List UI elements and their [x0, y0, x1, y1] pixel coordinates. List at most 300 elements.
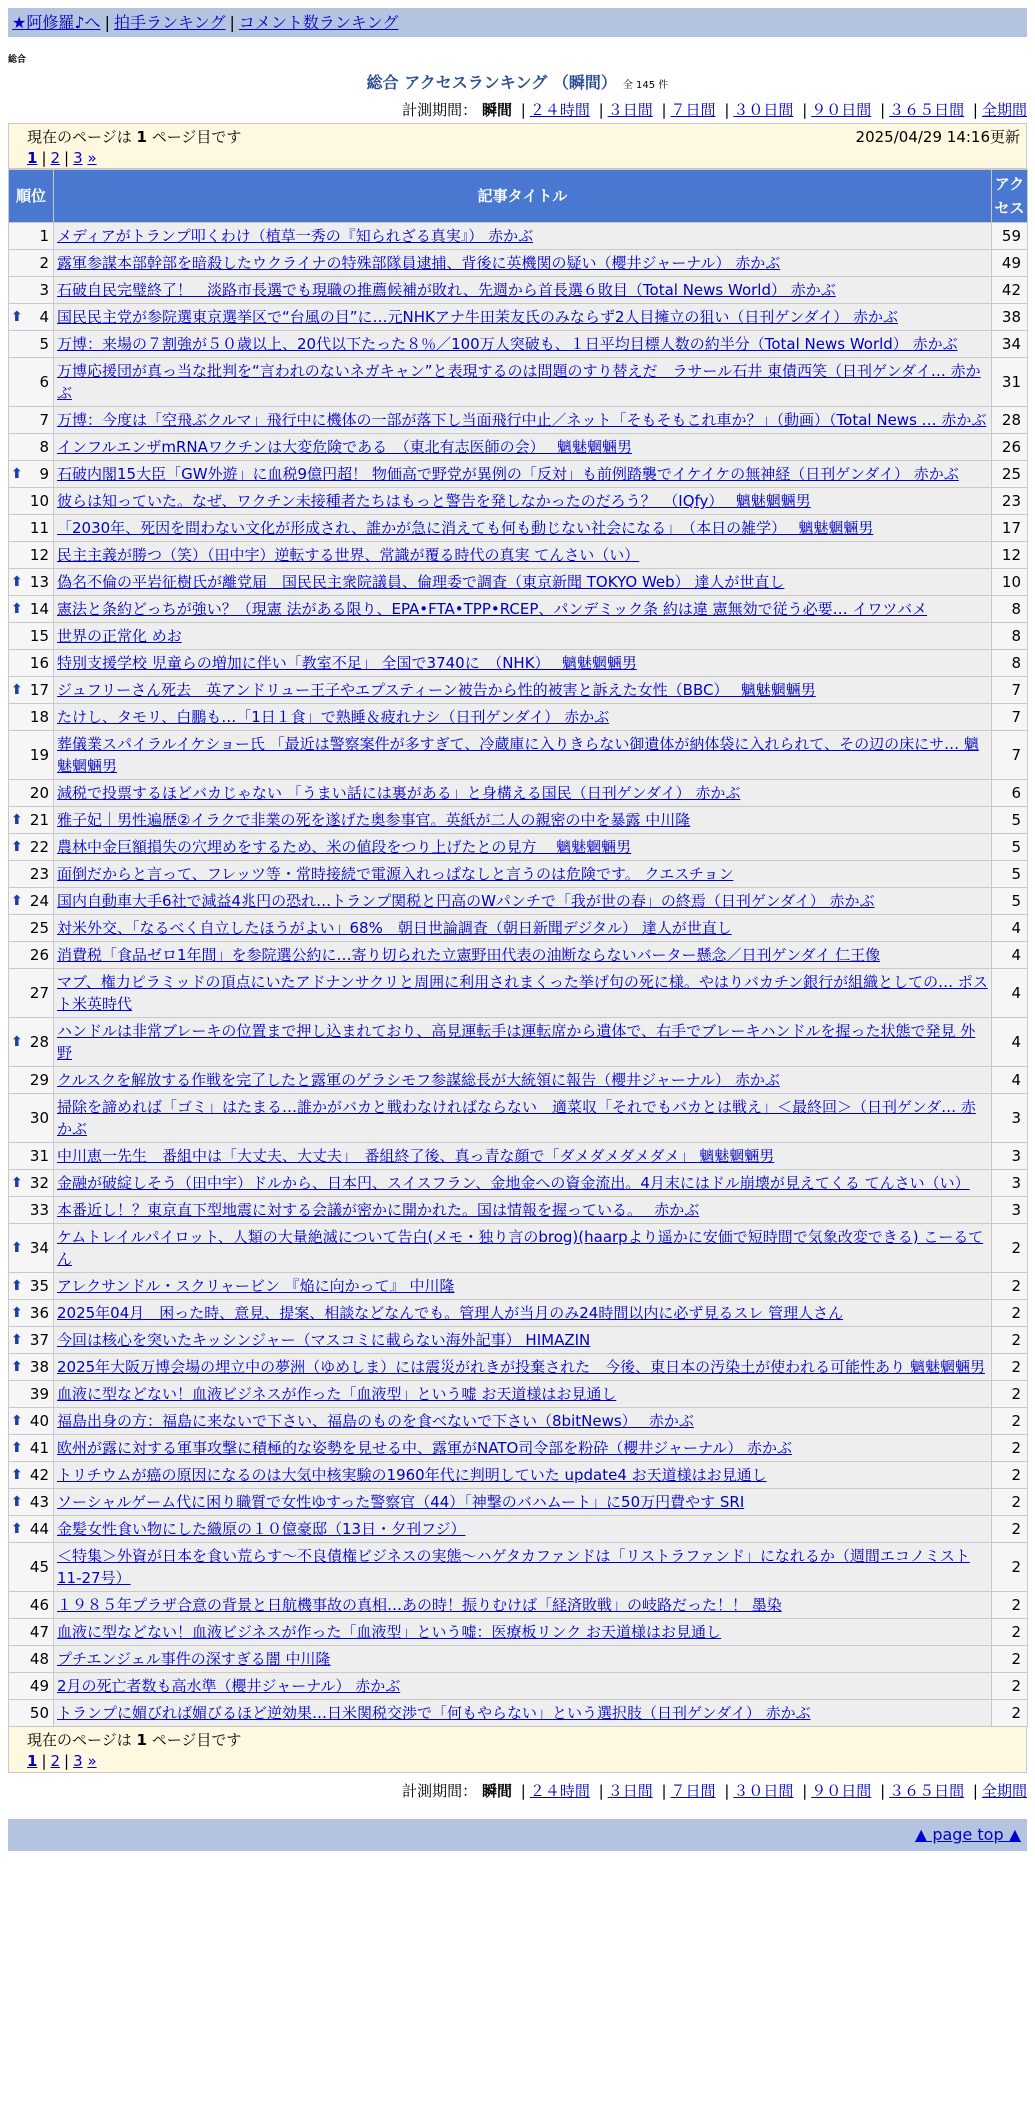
article-link[interactable]: 露軍参謀本部幹部を暗殺したウクライナの特殊部隊員逮捕、背後に英機関の疑い（櫻井ジャーナル） 赤かぶ — [57, 254, 781, 272]
table-row — [9, 1327, 1028, 1354]
table-row — [9, 358, 1028, 407]
article-link[interactable]: クルスクを解放する作戦を完了したと露軍のゲラシモフ参謀総長が大統領に報告（櫻井ジャーナル） 赤かぶ — [57, 1071, 780, 1089]
access-count: 3 — [992, 1197, 1028, 1224]
table-row — [9, 861, 1028, 888]
rank-cell — [9, 488, 54, 515]
period-link-all-bottom[interactable]: 全期間 — [981, 1782, 1027, 1800]
rank-number: 8 — [39, 438, 49, 456]
rank-number: 6 — [39, 373, 49, 391]
article-link[interactable]: たけし、タモリ、白鵬も…「1日１食」で熟睡＆疲れナシ（日刊ゲンダイ） 赤かぶ — [57, 708, 610, 726]
rank-number: 15 — [29, 627, 49, 645]
article-link[interactable]: 憲法と条約どっちが強い？（現憲 法がある限り、EPA•FTA•TPP•RCEP、パンデミック条 約は違 憲無効で従う必要… イワツバメ — [57, 600, 928, 618]
header-title: 記事タイトル — [54, 170, 992, 223]
period-link-30d[interactable]: ３０日間 — [733, 101, 794, 119]
article-link[interactable]: 彼らは知っていた。なぜ、ワクチン未接種者たちはもっと警告を発しなかったのだろう？ （IQfy） 魑魅魍魎男 — [57, 492, 811, 510]
title-cell — [54, 834, 992, 861]
rank-cell — [9, 331, 54, 358]
article-link[interactable]: 消費税「食品ゼロ1年間」を参院選公約に…寄り切られた立憲野田代表の油断ならないバーター懸念／日刊ゲンダイ 仁王像 — [57, 946, 881, 964]
rank-number: 24 — [29, 892, 49, 910]
table-row — [9, 596, 1028, 623]
up-arrow-icon: ⬆ — [11, 1413, 23, 1429]
access-count: 2 — [992, 1224, 1028, 1273]
access-count: 4 — [992, 942, 1028, 969]
rank-number: 14 — [29, 600, 49, 618]
title-cell — [54, 677, 992, 704]
access-count: 49 — [992, 250, 1028, 277]
table-row — [9, 1435, 1028, 1462]
up-arrow-icon: ⬆ — [11, 839, 23, 855]
period-link-90d[interactable]: ９０日間 — [811, 101, 872, 119]
access-count: 17 — [992, 515, 1028, 542]
rank-cell — [9, 277, 54, 304]
up-arrow-icon: ⬆ — [11, 1240, 23, 1256]
article-link[interactable]: 今回は核心を突いたキッシンジャー（マスコミに載らない海外記事） HIMAZIN — [57, 1331, 591, 1349]
article-link[interactable]: 欧州が露に対する軍事攻撃に積極的な姿勢を見せる中、露軍がNATO司令部を粉砕（櫻井ジャーナル） 赤かぶ — [57, 1439, 793, 1457]
rank-number: 27 — [29, 984, 49, 1002]
article-link[interactable]: 福島出身の方：福島に来ないで下さい、福島のものを食べないで下さい（8bitNews） 赤かぶ — [57, 1412, 694, 1430]
rank-cell — [9, 1592, 54, 1619]
table-row — [9, 1592, 1028, 1619]
page-link-1[interactable]: 1 — [27, 149, 38, 167]
category-label: 総合 — [8, 55, 27, 65]
article-link[interactable]: 血液に型などない！血液ビジネスが作った「血液型」という嘘 お天道様はお見通し — [57, 1385, 617, 1403]
rank-cell — [9, 358, 54, 407]
page-top-link[interactable]: ▲ page top ▲ — [914, 1825, 1021, 1844]
access-count: 4 — [992, 1018, 1028, 1067]
access-count: 2 — [992, 1381, 1028, 1408]
table-row — [9, 834, 1028, 861]
access-count: 38 — [992, 304, 1028, 331]
article-link[interactable]: トリチウムが癌の原因になるのは大気中核実験の1960年代に判明していた update4 お天道様はお見通し — [57, 1466, 767, 1484]
table-row — [9, 1094, 1028, 1143]
rank-number: 41 — [29, 1439, 49, 1457]
article-link[interactable]: 石破内閣15大臣「GW外遊」に血税9億円超！ 物価高で野党が異例の「反対」も前例踏襲でイケイケの無神経（日刊ゲンダイ） 赤かぶ — [57, 465, 959, 483]
title-cell — [54, 1018, 992, 1067]
title-cell — [54, 1273, 992, 1300]
title-cell — [54, 461, 992, 488]
title-cell — [54, 942, 992, 969]
pager-bottom: 現在のページは 1 ページ目です 1 | 2 | 3 » — [8, 1727, 1027, 1773]
title-cell — [54, 1462, 992, 1489]
table-row — [9, 1673, 1028, 1700]
table-row — [9, 1197, 1028, 1224]
rank-number: 4 — [39, 308, 49, 326]
home-link[interactable]: ★阿修羅♪へ — [12, 13, 101, 32]
up-arrow-icon: ⬆ — [11, 1175, 23, 1191]
table-row — [9, 304, 1028, 331]
article-link[interactable]: 万博応援団が真っ当な批判を“言われのないネガキャン”と表現するのは問題のすり替えだ ラサール石井 東債西笑（日刊ゲンダイ… 赤かぶ — [57, 362, 981, 402]
article-link[interactable]: 金融が破綻しそう（田中宇）ドルから、日本円、スイスフラン、金地金への資金流出。4月末にはドル崩壊が見えてくる てんさい（い） — [57, 1174, 970, 1192]
table-row — [9, 1619, 1028, 1646]
table-row — [9, 969, 1028, 1018]
title-cell — [54, 1327, 992, 1354]
rank-cell — [9, 542, 54, 569]
rank-cell — [9, 915, 54, 942]
access-count: 10 — [992, 569, 1028, 596]
table-row — [9, 515, 1028, 542]
access-count: 42 — [992, 277, 1028, 304]
article-link[interactable]: 2月の死亡者数も高水準（櫻井ジャーナル） 赤かぶ — [57, 1677, 401, 1695]
rank-number: 22 — [29, 838, 49, 856]
rank-number: 12 — [29, 546, 49, 564]
rank-number: 30 — [29, 1109, 49, 1127]
title-cell — [54, 1646, 992, 1673]
title-cell — [54, 807, 992, 834]
rank-cell — [9, 1543, 54, 1592]
table-row — [9, 1516, 1028, 1543]
rank-cell — [9, 1673, 54, 1700]
article-link[interactable]: メディアがトランプ叩くわけ（植草一秀の『知られざる真実』） 赤かぶ — [57, 227, 534, 245]
period-link-7d[interactable]: ７日間 — [670, 101, 716, 119]
access-count: 2 — [992, 1273, 1028, 1300]
access-count: 5 — [992, 861, 1028, 888]
rank-cell — [9, 942, 54, 969]
table-row — [9, 888, 1028, 915]
title-cell — [54, 569, 992, 596]
up-arrow-icon: ⬆ — [11, 574, 23, 590]
article-link[interactable]: 農林中金巨額損失の穴埋めをするため、米の値段をつり上げたとの見方 魑魅魍魎男 — [57, 838, 632, 856]
article-link[interactable]: 本番近し！？東京直下型地震に対する会議が密かに開かれた。国は情報を握っている。 赤かぶ — [57, 1201, 700, 1219]
period-link-30d-bottom[interactable]: ３０日間 — [733, 1782, 794, 1800]
rank-cell — [9, 223, 54, 250]
access-count: 2 — [992, 1300, 1028, 1327]
rank-cell — [9, 1619, 54, 1646]
period-link-24h[interactable]: ２４時間 — [529, 101, 590, 119]
article-link[interactable]: 2025年04月 困った時、意見、提案、相談などなんでも。管理人が当月のみ24時間以内に必ず見るスレ 管理人さん — [57, 1304, 844, 1322]
title-cell — [54, 1067, 992, 1094]
table-row — [9, 623, 1028, 650]
article-link[interactable]: 「2030年、死因を問わない文化が形成され、誰かが急に消えても何も動じない社会になる」 （本日の雑学） 魑魅魍魎男 — [57, 519, 874, 537]
rank-number: 18 — [29, 708, 49, 726]
article-link[interactable]: 石破自民完璧終了！ 淡路市長選でも現職の推薦候補が敗れ、先週から首長選６敗目（Total News World） 赤かぶ — [57, 281, 836, 299]
title-cell — [54, 1408, 992, 1435]
rank-cell — [9, 650, 54, 677]
rank-cell — [9, 1197, 54, 1224]
rank-cell — [9, 623, 54, 650]
table-row — [9, 461, 1028, 488]
rank-cell — [9, 1067, 54, 1094]
period-link-24h-bottom[interactable]: ２４時間 — [529, 1782, 590, 1800]
rank-cell — [9, 1516, 54, 1543]
rank-number: 16 — [29, 654, 49, 672]
rank-number: 28 — [29, 1033, 49, 1051]
article-link[interactable]: 万博：来場の７割強が５０歳以上、20代以下たった８％／100万人突破も、１日平均目標人数の約半分（Total News World） 赤かぶ — [57, 335, 958, 353]
title-cell — [54, 731, 992, 780]
updated-timestamp: 2025/04/29 14:16更新 — [855, 128, 1020, 146]
table-row — [9, 915, 1028, 942]
table-row — [9, 277, 1028, 304]
article-link[interactable]: マブ、権力ピラミッドの頂点にいたアドナンサクリと周囲に利用されまくった挙げ句の死に様。やはりバカチン銀行が組織としての… ポスト米英時代 — [57, 973, 988, 1013]
rank-number: 21 — [29, 811, 49, 829]
rank-number: 3 — [39, 281, 49, 299]
item-count: 全 145 件 — [622, 80, 669, 91]
period-link-90d-bottom[interactable]: ９０日間 — [811, 1782, 872, 1800]
ranking-title-box — [8, 69, 1027, 97]
article-link[interactable]: 民主主義が勝つ（笑）（田中宇）逆転する世界、常識が覆る時代の真実 てんさい（い） — [57, 546, 640, 564]
rank-cell — [9, 1170, 54, 1197]
title-cell — [54, 331, 992, 358]
period-current: 瞬間 — [481, 101, 512, 119]
rank-number: 23 — [29, 865, 49, 883]
title-cell — [54, 223, 992, 250]
table-row — [9, 542, 1028, 569]
period-selector-top: 計測期間： 瞬間 | ２４時間 | ３日間 | ７日間 | ３０日間 | ９０日間 | ３６５日間 | 全期間 — [402, 101, 1027, 119]
title-cell — [54, 780, 992, 807]
title-cell — [54, 1435, 992, 1462]
article-link[interactable]: ケムトレイルパイロット、人類の大量絶滅について告白(メモ・独り言のbrog)(haarpより遥かに安価で短時間で気象改変できる) こーるてん — [57, 1228, 984, 1268]
rank-number: 7 — [39, 411, 49, 429]
table-row — [9, 704, 1028, 731]
up-arrow-icon: ⬆ — [11, 1467, 23, 1483]
article-link[interactable]: 国内自動車大手6社で減益4兆円の恐れ…トランプ関税と円高のWパンチで「我が世の春」の終焉（日刊ゲンダイ） 赤かぶ — [57, 892, 875, 910]
rank-number: 2 — [39, 254, 49, 272]
rank-number: 47 — [29, 1623, 49, 1641]
current-page-text: 現在のページは 1 ページ目です — [27, 128, 242, 146]
access-count: 25 — [992, 461, 1028, 488]
article-link[interactable]: 葬儀業スパイラルイケショー氏 「最近は警察案件が多すぎて、冷蔵庫に入りきらない御遺体が納体袋に入れられて、その辺の床にサ… 魑魅魍魎男 — [57, 735, 979, 775]
rank-number: 49 — [29, 1677, 49, 1695]
title-cell — [54, 1143, 992, 1170]
up-arrow-icon: ⬆ — [11, 1359, 23, 1375]
rank-cell — [9, 434, 54, 461]
access-count: 2 — [992, 1673, 1028, 1700]
next-page-link[interactable]: » — [87, 149, 97, 167]
article-link[interactable]: 2025年大阪万博会場の埋立中の夢洲（ゆめしま）には震災がれきが投棄された 今後、東日本の汚染土が使われる可能性あり 魑魅魍魎男 — [57, 1358, 985, 1376]
access-count: 2 — [992, 1435, 1028, 1462]
table-row — [9, 731, 1028, 780]
access-count: 6 — [992, 780, 1028, 807]
title-cell — [54, 1592, 992, 1619]
table-row — [9, 1224, 1028, 1273]
page-link-1-bottom[interactable]: 1 — [27, 1752, 38, 1770]
rank-number: 11 — [29, 519, 49, 537]
table-row — [9, 807, 1028, 834]
title-cell — [54, 596, 992, 623]
title-cell — [54, 1700, 992, 1727]
title-cell — [54, 1673, 992, 1700]
article-link[interactable]: ソーシャルゲーム代に困り職質で女性ゆすった警察官（44）「神撃のバハムート」に50万円費やす SRI — [57, 1493, 745, 1511]
period-link-365d[interactable]: ３６５日間 — [889, 101, 965, 119]
access-count: 5 — [992, 834, 1028, 861]
article-link[interactable]: ジュフリーさん死去 英アンドリュー王子やエプスティーン被告から性的被害と訴えた女性（BBC） 魑魅魍魎男 — [57, 681, 816, 699]
article-link[interactable]: １９８５年プラザ合意の背景と日航機事故の真相…あの時！振りむけば「経済敗戦」の岐路だった！！ 墨染 — [57, 1596, 782, 1614]
access-count: 2 — [992, 1592, 1028, 1619]
title-cell — [54, 623, 992, 650]
article-link[interactable]: 金髪女性食い物にした織原の１０億豪邸（13日・夕刊フジ） — [57, 1520, 466, 1538]
rank-number: 50 — [29, 1704, 49, 1722]
up-arrow-icon: ⬆ — [11, 1278, 23, 1294]
table-row — [9, 1700, 1028, 1727]
rank-number: 44 — [29, 1520, 49, 1538]
table-row — [9, 250, 1028, 277]
header-access: アクセス — [992, 170, 1028, 223]
title-cell — [54, 1300, 992, 1327]
up-arrow-icon: ⬆ — [11, 601, 23, 617]
title-cell — [54, 888, 992, 915]
rank-cell — [9, 569, 54, 596]
article-link[interactable]: 面倒だからと言って、フレッツ等・常時接続で電源入れっぱなしと言うのは危険です。 クエスチョン — [57, 865, 734, 883]
article-link[interactable]: 減税で投票するほどバカじゃない 「うまい話には裏がある」と身構える国民（日刊ゲンダイ） 赤かぶ — [57, 784, 741, 802]
footer-bar — [8, 1819, 1027, 1851]
title-cell — [54, 1543, 992, 1592]
table-row — [9, 569, 1028, 596]
next-page-link-bottom[interactable]: » — [87, 1752, 97, 1770]
up-arrow-icon: ⬆ — [11, 682, 23, 698]
table-row — [9, 1381, 1028, 1408]
article-link[interactable]: 特別支援学校 児童らの増加に伴い「教室不足」 全国で3740に （NHK） 魑魅魍魎男 — [57, 654, 637, 672]
current-page-text-bottom: 現在のページは 1 ページ目です — [27, 1731, 242, 1749]
article-link[interactable]: 中川恵一先生 番組中は「大丈夫、大丈夫」 番組終了後、真っ青な顔で「ダメダメダメダメ」 魑魅魍魎男 — [57, 1147, 775, 1165]
article-link[interactable]: 雅子妃｜男性遍歴②イラクで非業の死を遂げた奥参事官。英紙が二人の親密の中を暴露 中川隆 — [57, 811, 691, 829]
title-cell — [54, 915, 992, 942]
access-count: 3 — [992, 1094, 1028, 1143]
article-link[interactable]: ハンドルは非常ブレーキの位置まで押し込まれており、高見運転手は運転席から遺体で、右手でブレーキハンドルを握った状態で発見 外野 — [57, 1022, 976, 1062]
access-count: 8 — [992, 623, 1028, 650]
title-cell — [54, 515, 992, 542]
rank-number: 33 — [29, 1201, 49, 1219]
article-link[interactable]: プチエンジェル事件の深すぎる闇 中川隆 — [57, 1650, 331, 1668]
up-arrow-icon: ⬆ — [11, 309, 23, 325]
article-link[interactable]: 偽名不倫の平岩征樹氏が離党届 国民民主衆院議員、倫理委で調査（東京新聞 TOKYO Web） 達人が世直し — [57, 573, 785, 591]
access-count: 2 — [992, 1462, 1028, 1489]
table-row — [9, 1543, 1028, 1592]
up-arrow-icon: ⬆ — [11, 1034, 23, 1050]
table-row — [9, 407, 1028, 434]
article-link[interactable]: 血液に型などない！血液ビジネスが作った「血液型」という嘘：医療板リンク お天道様はお見通し — [57, 1623, 722, 1641]
period-link-all[interactable]: 全期間 — [981, 101, 1027, 119]
rank-cell — [9, 1435, 54, 1462]
table-row — [9, 488, 1028, 515]
table-row — [9, 1018, 1028, 1067]
access-count: 5 — [992, 807, 1028, 834]
access-count: 8 — [992, 596, 1028, 623]
period-link-365d-bottom[interactable]: ３６５日間 — [889, 1782, 965, 1800]
rank-number: 20 — [29, 784, 49, 802]
access-count: 2 — [992, 1700, 1028, 1727]
page-link-2[interactable]: 2 — [50, 149, 61, 167]
table-row — [9, 1170, 1028, 1197]
title-cell — [54, 304, 992, 331]
up-arrow-icon: ⬆ — [11, 812, 23, 828]
rank-cell — [9, 1224, 54, 1273]
rank-cell — [9, 1381, 54, 1408]
up-arrow-icon: ⬆ — [11, 466, 23, 482]
rank-number: 35 — [29, 1277, 49, 1295]
article-link[interactable]: アレクサンドル・スクリャービン 『焔に向かって』 中川隆 — [57, 1277, 455, 1295]
page-link-3[interactable]: 3 — [73, 149, 83, 167]
access-count: 2 — [992, 1516, 1028, 1543]
access-count: 12 — [992, 542, 1028, 569]
rank-cell — [9, 250, 54, 277]
rank-number: 48 — [29, 1650, 49, 1668]
table-row — [9, 1354, 1028, 1381]
access-count: 3 — [992, 1170, 1028, 1197]
article-link[interactable]: 万博：今度は「空飛ぶクルマ」飛行中に機体の一部が落下し当面飛行中止／ネット「そもそもこれ車か？」（動画）（Total News … 赤かぶ — [57, 411, 987, 429]
clap-ranking-link[interactable]: 拍手ランキング — [113, 13, 226, 32]
title-cell — [54, 277, 992, 304]
rank-number: 10 — [29, 492, 49, 510]
rank-cell — [9, 969, 54, 1018]
title-cell — [54, 1094, 992, 1143]
article-link[interactable]: トランプに媚びれば媚びるほど逆効果…日米関税交渉で「何もやらない」という選択肢（日刊ゲンダイ） 赤かぶ — [57, 1704, 811, 1722]
table-row — [9, 1067, 1028, 1094]
rank-number: 5 — [39, 335, 49, 353]
rank-cell — [9, 1646, 54, 1673]
rank-cell — [9, 1094, 54, 1143]
title-cell — [54, 1516, 992, 1543]
article-link[interactable]: 世界の正常化 めお — [57, 627, 182, 645]
pager-top: 現在のページは 1 ページ目です 2025/04/29 14:16更新 1 | 2 | 3 » — [8, 123, 1027, 169]
access-count: 2 — [992, 1354, 1028, 1381]
period-selector-bottom: 計測期間： 瞬間 | ２４時間 | ３日間 | ７日間 | ３０日間 | ９０日間 | ３６５日間 | 全期間 — [402, 1782, 1027, 1800]
up-arrow-icon: ⬆ — [11, 893, 23, 909]
rank-number: 1 — [39, 227, 49, 245]
table-row — [9, 1300, 1028, 1327]
rank-number: 45 — [29, 1558, 49, 1576]
article-link[interactable]: インフルエンザmRNAワクチンは大変危険である （東北有志医師の会） 魑魅魍魎男 — [57, 438, 632, 456]
rank-number: 37 — [29, 1331, 49, 1349]
rank-cell — [9, 807, 54, 834]
article-link[interactable]: 対米外交、「なるべく自立したほうがよい」68% 朝日世論調査（朝日新聞デジタル） 達人が世直し — [57, 919, 732, 937]
access-count: 2 — [992, 1489, 1028, 1516]
title-cell — [54, 358, 992, 407]
page-link-2-bottom[interactable]: 2 — [50, 1752, 61, 1770]
rank-number: 19 — [29, 746, 49, 764]
rank-cell — [9, 1300, 54, 1327]
title-cell — [54, 1197, 992, 1224]
table-row — [9, 677, 1028, 704]
period-link-3d-bottom[interactable]: ３日間 — [607, 1782, 653, 1800]
rank-number: 26 — [29, 946, 49, 964]
rank-cell — [9, 1143, 54, 1170]
article-link[interactable]: ＜特集＞外資が日本を食い荒らす～不良債権ビジネスの実態～ハゲタカファンドは「リストラファンド」になれるか（週間エコノミスト11-27号） — [57, 1547, 970, 1587]
rank-cell — [9, 1354, 54, 1381]
access-count: 3 — [992, 1143, 1028, 1170]
rank-number: 17 — [29, 681, 49, 699]
access-count: 34 — [992, 331, 1028, 358]
rank-number: 25 — [29, 919, 49, 937]
period-label: 計測期間： — [402, 101, 478, 119]
access-count: 23 — [992, 488, 1028, 515]
access-count: 2 — [992, 1619, 1028, 1646]
access-count: 28 — [992, 407, 1028, 434]
page-link-3-bottom[interactable]: 3 — [73, 1752, 83, 1770]
access-count: 2 — [992, 1646, 1028, 1673]
rank-cell — [9, 1700, 54, 1727]
comment-ranking-link[interactable]: コメント数ランキング — [238, 13, 399, 32]
table-row — [9, 1273, 1028, 1300]
access-count: 7 — [992, 677, 1028, 704]
title-cell — [54, 1619, 992, 1646]
rank-cell — [9, 1462, 54, 1489]
up-arrow-icon: ⬆ — [11, 1494, 23, 1510]
rank-number: 32 — [29, 1174, 49, 1192]
rank-cell — [9, 704, 54, 731]
period-link-7d-bottom[interactable]: ７日間 — [670, 1782, 716, 1800]
rank-number: 39 — [29, 1385, 49, 1403]
page-title: 総合 アクセスランキング （瞬間） — [366, 73, 617, 92]
rank-number: 9 — [39, 465, 49, 483]
access-count: 4 — [992, 915, 1028, 942]
title-cell — [54, 1381, 992, 1408]
period-link-3d[interactable]: ３日間 — [607, 101, 653, 119]
title-cell — [54, 250, 992, 277]
rank-cell — [9, 677, 54, 704]
article-link[interactable]: 国民民主党が参院選東京選挙区で“台風の目”に…元NHKアナ牛田茉友氏のみならず2人目擁立の狙い（日刊ゲンダイ） 赤かぶ — [57, 308, 898, 326]
access-count: 2 — [992, 1543, 1028, 1592]
access-count: 26 — [992, 434, 1028, 461]
article-link[interactable]: 掃除を諦めれば「ゴミ」はたまる…誰かがバカと戦わなければならない 適菜収「それでもバカとは戦え」＜最終回＞（日刊ゲンダ… 赤かぶ — [57, 1098, 976, 1138]
